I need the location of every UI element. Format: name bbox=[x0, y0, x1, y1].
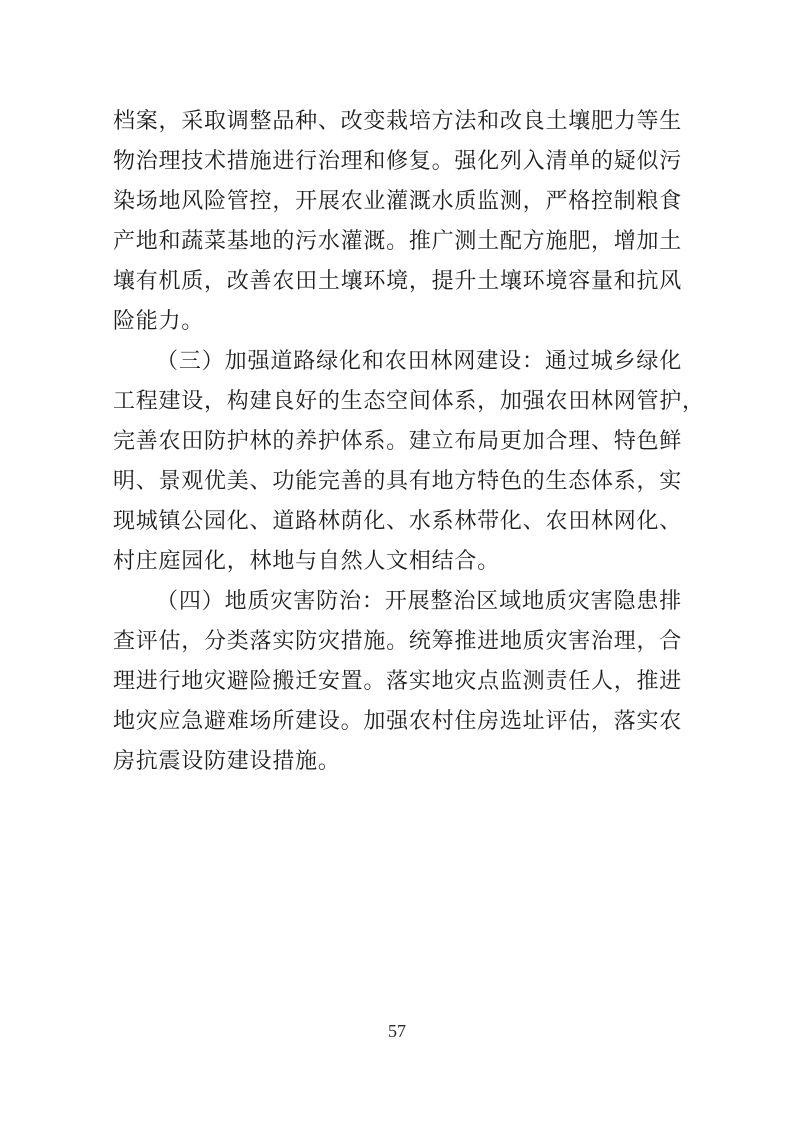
text-line: 现城镇公园化、道路林荫化、水系林带化、农田林网化、 bbox=[113, 508, 683, 533]
text-line: 理进行地灾避险搬迁安置。落实地灾点监测责任人，推进 bbox=[113, 668, 683, 693]
text-line: 险能力。 bbox=[113, 308, 205, 333]
text-line: 染场地风险管控，开展农业灌溉水质监测，严格控制粮食 bbox=[113, 188, 683, 213]
text-line: 查评估，分类落实防灾措施。统筹推进地质灾害治理，合 bbox=[113, 628, 683, 653]
text-line: 完善农田防护林的养护体系。建立布局更加合理、特色鲜 bbox=[113, 428, 683, 453]
text-line: 房抗震设防建设措施。 bbox=[113, 748, 341, 773]
text-line: （三）加强道路绿化和农田林网建设：通过城乡绿化 bbox=[156, 348, 682, 373]
text-line: （四）地质灾害防治：开展整治区域地质灾害隐患排 bbox=[156, 588, 682, 613]
text-line: 地灾应急避难场所建设。加强农村住房选址评估，落实农 bbox=[113, 708, 683, 733]
page-number: 57 bbox=[388, 1021, 406, 1041]
text-line: 产地和蔬菜基地的污水灌溉。推广测土配方施肥，增加土 bbox=[113, 228, 683, 253]
text-line: 村庄庭园化，林地与自然人文相结合。 bbox=[113, 548, 500, 573]
text-line: 档案，采取调整品种、改变栽培方法和改良土壤肥力等生 bbox=[113, 108, 683, 133]
text-line: 明、景观优美、功能完善的具有地方特色的生态体系，实 bbox=[113, 468, 683, 493]
paragraph-road-greening bbox=[113, 341, 705, 581]
text-line: 工程建设，构建良好的生态空间体系，加强农田林网管护， bbox=[113, 388, 705, 413]
body-text bbox=[113, 101, 705, 781]
text-line: 物治理技术措施进行治理和修复。强化列入清单的疑似污 bbox=[113, 148, 683, 173]
text-line: 壤有机质，改善农田土壤环境，提升土壤环境容量和抗风 bbox=[113, 268, 683, 293]
paragraph-geo-disaster-prevention bbox=[113, 581, 682, 781]
paragraph-soil-remediation bbox=[113, 101, 682, 341]
